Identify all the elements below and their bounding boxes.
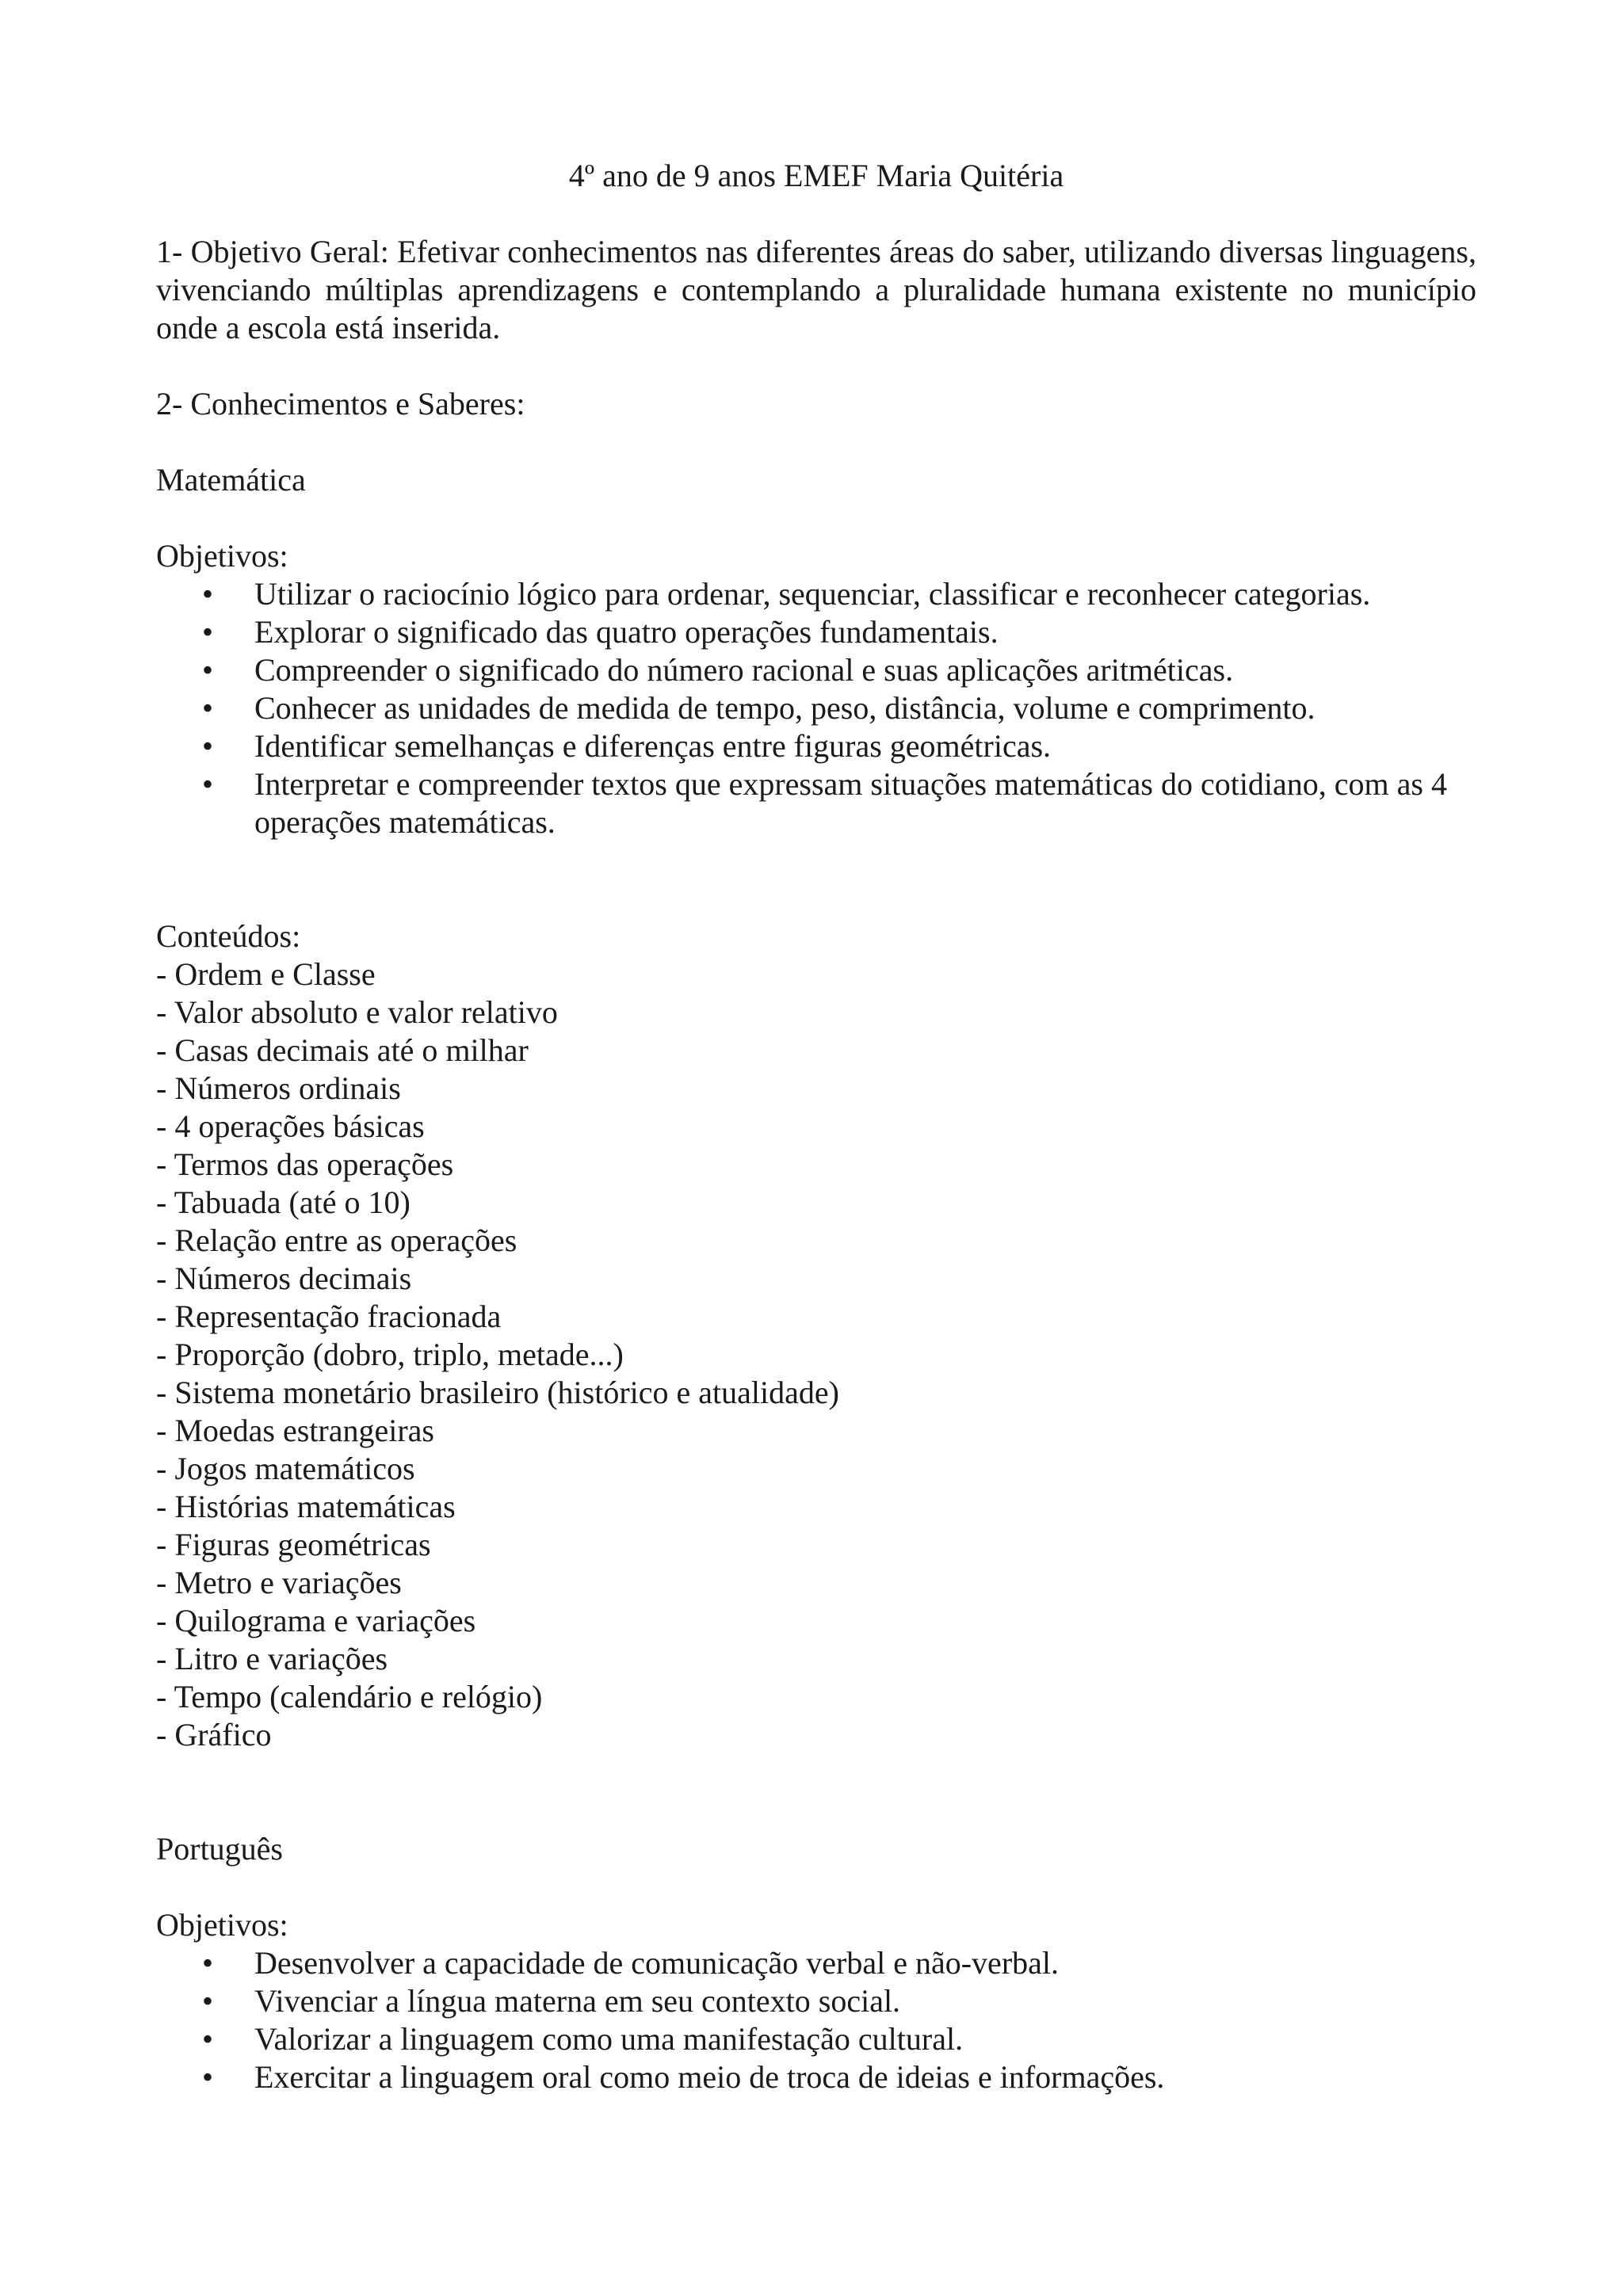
matematica-conteudos-list — [156, 955, 1476, 1754]
bullet-icon: • — [202, 576, 214, 612]
list-item-text: Conhecer as unidades de medida de tempo, peso, distância, volume e comprimento. — [254, 690, 1316, 726]
portugues-objetivos-label: Objetivos: — [156, 1907, 288, 1943]
bullet-icon: • — [202, 1945, 214, 1981]
portugues-heading: Português — [156, 1831, 283, 1867]
matematica-objetivos-label: Objetivos: — [156, 538, 288, 574]
bullet-icon: • — [202, 2021, 214, 2057]
list-item: - Litro e variações — [156, 1641, 388, 1676]
list-item — [156, 613, 1476, 651]
list-item-text: Compreender o significado do número racional e suas aplicações aritméticas. — [254, 652, 1234, 688]
list-item — [156, 689, 1476, 727]
list-item: - Representação fracionada — [156, 1299, 502, 1334]
bullet-icon: • — [202, 1983, 214, 2019]
spacer — [156, 1868, 1476, 1906]
bullet-icon: • — [202, 690, 214, 726]
list-item — [156, 727, 1476, 765]
list-item-text: Interpretar e compreender textos que expressam situações matemáticas do cotidiano, com as 4 operações matemáticas. — [254, 766, 1447, 840]
list-item-text: Vivenciar a língua materna em seu contexto social. — [254, 1983, 901, 2019]
portugues-section — [156, 1830, 1476, 2096]
spacer — [156, 423, 1476, 461]
list-item: - Relação entre as operações — [156, 1222, 517, 1258]
list-item-text: Utilizar o raciocínio lógico para ordenar, sequenciar, classificar e reconhecer categorias. — [254, 576, 1371, 612]
document-page — [156, 157, 1476, 2096]
list-item-text: Exercitar a linguagem oral como meio de troca de ideias e informações. — [254, 2059, 1165, 2095]
list-item: - Figuras geométricas — [156, 1527, 431, 1562]
list-item: - Moedas estrangeiras — [156, 1413, 434, 1448]
list-item — [156, 2020, 1476, 2058]
bullet-icon: • — [202, 2059, 214, 2095]
list-item — [156, 1982, 1476, 2020]
conhecimentos-heading: 2- Conhecimentos e Saberes: — [156, 386, 525, 421]
bullet-icon: • — [202, 766, 214, 802]
list-item-text: Identificar semelhanças e diferenças entre figuras geométricas. — [254, 728, 1052, 764]
list-item-text: Explorar o significado das quatro operações fundamentais. — [254, 614, 999, 650]
list-item: - Metro e variações — [156, 1565, 402, 1600]
bullet-icon: • — [202, 652, 214, 688]
bullet-icon: • — [202, 728, 214, 764]
objetivo-geral-paragraph: 1- Objetivo Geral: Efetivar conhecimentos nas diferentes áreas do saber, utilizando diversas linguagens, vivenciando múltiplas aprendizagens e contemplando a pluralidade humana existente no município onde a escola está inserida. — [156, 234, 1476, 345]
list-item: - Quilograma e variações — [156, 1603, 476, 1638]
list-item: - Jogos matemáticos — [156, 1451, 415, 1486]
list-item: - Números decimais — [156, 1261, 412, 1296]
document-title: 4º ano de 9 anos EMEF Maria Quitéria — [568, 158, 1064, 193]
spacer — [156, 347, 1476, 385]
list-item: - Gráfico — [156, 1717, 272, 1753]
list-item: - Valor absoluto e valor relativo — [156, 994, 558, 1030]
list-item-text: Desenvolver a capacidade de comunicação verbal e não-verbal. — [254, 1945, 1059, 1981]
list-item — [156, 1944, 1476, 1982]
list-item — [156, 575, 1476, 613]
spacer — [156, 1754, 1476, 1830]
spacer — [156, 195, 1476, 233]
list-item: - Tabuada (até o 10) — [156, 1184, 411, 1220]
list-item-text: Valorizar a linguagem como uma manifestação cultural. — [254, 2021, 964, 2057]
matematica-section — [156, 461, 1476, 1754]
spacer — [156, 499, 1476, 537]
matematica-heading: Matemática — [156, 462, 306, 498]
matematica-conteudos-label: Conteúdos: — [156, 918, 301, 954]
bullet-icon: • — [202, 614, 214, 650]
list-item: - Proporção (dobro, triplo, metade...) — [156, 1337, 624, 1372]
list-item: - Casas decimais até o milhar — [156, 1032, 529, 1068]
list-item: - Sistema monetário brasileiro (histórico e atualidade) — [156, 1375, 839, 1410]
list-item — [156, 765, 1476, 841]
matematica-objetivos-list — [156, 575, 1476, 841]
portugues-objetivos-list — [156, 1944, 1476, 2096]
list-item: - Termos das operações — [156, 1146, 454, 1182]
list-item: - Números ordinais — [156, 1070, 401, 1106]
list-item — [156, 651, 1476, 689]
list-item — [156, 2058, 1476, 2096]
list-item: - Tempo (calendário e relógio) — [156, 1679, 543, 1714]
list-item: - Histórias matemáticas — [156, 1489, 456, 1524]
spacer — [156, 841, 1476, 917]
list-item: - Ordem e Classe — [156, 956, 376, 992]
list-item: - 4 operações básicas — [156, 1108, 425, 1144]
